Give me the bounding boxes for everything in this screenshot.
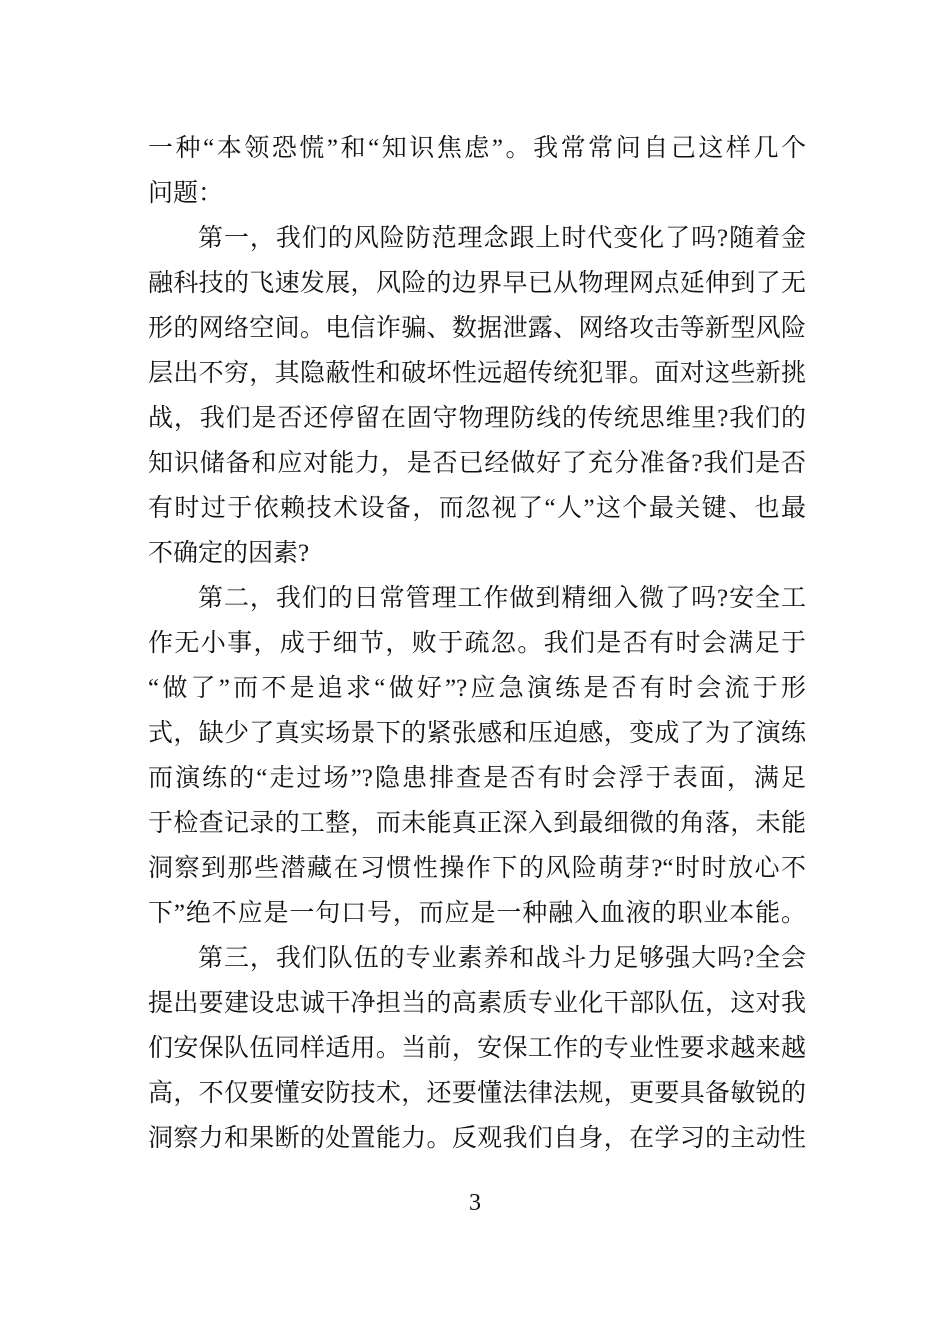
text-line: 们安保队伍同样适用。当前，安保工作的专业性要求越来越 [148,1035,806,1062]
text-line: 一种“本领恐慌”和“知识焦虑”。我常常问自己这样几个 [148,135,806,162]
text-line: 式，缺少了真实场景下的紧张感和压迫感，变成了为了演练 [148,720,806,747]
text-line: 第三，我们队伍的专业素养和战斗力足够强大吗?全会 [198,945,806,972]
text-line: 不确定的因素? [148,540,310,567]
text-line: 融科技的飞速发展，风险的边界早已从物理网点延伸到了无 [148,270,806,297]
paragraph [148,216,806,576]
paragraph [148,576,806,936]
text-line: 战，我们是否还停留在固守物理防线的传统思维里?我们的 [148,405,806,432]
text-line: 下”绝不应是一句口号，而应是一种融入血液的职业本能。 [148,900,806,927]
text-line: 第一，我们的风险防范理念跟上时代变化了吗?随着金 [198,225,806,252]
paragraph [148,936,806,1161]
text-line: 形的网络空间。电信诈骗、数据泄露、网络攻击等新型风险 [148,315,806,342]
text-line: 有时过于依赖技术设备，而忽视了“人”这个最关键、也最 [148,495,806,522]
text-line: 于检查记录的工整，而未能真正深入到最细微的角落，未能 [148,810,806,837]
text-line: 层出不穷，其隐蔽性和破坏性远超传统犯罪。面对这些新挑 [148,360,806,387]
text-line: 洞察到那些潜藏在习惯性操作下的风险萌芽?“时时放心不 [148,855,806,882]
text-line: 提出要建设忠诚干净担当的高素质专业化干部队伍，这对我 [148,990,806,1017]
text-line: 洞察力和果断的处置能力。反观我们自身，在学习的主动性 [148,1125,806,1152]
text-line: 第二，我们的日常管理工作做到精细入微了吗?安全工 [198,585,806,612]
text-line: 问题： [148,180,224,207]
page-number: 3 [469,1190,481,1216]
text-line: 而演练的“走过场”?隐患排查是否有时会浮于表面，满足 [148,765,806,792]
text-line: 作无小事，成于细节，败于疏忽。我们是否有时会满足于 [148,630,806,657]
text-line: 高，不仅要懂安防技术，还要懂法律法规，更要具备敏锐的 [148,1080,806,1107]
paragraph [148,126,806,216]
text-line: “做了”而不是追求“做好”?应急演练是否有时会流于形 [148,675,806,702]
text-line: 知识储备和应对能力，是否已经做好了充分准备?我们是否 [148,450,806,477]
document-body [148,126,806,1161]
